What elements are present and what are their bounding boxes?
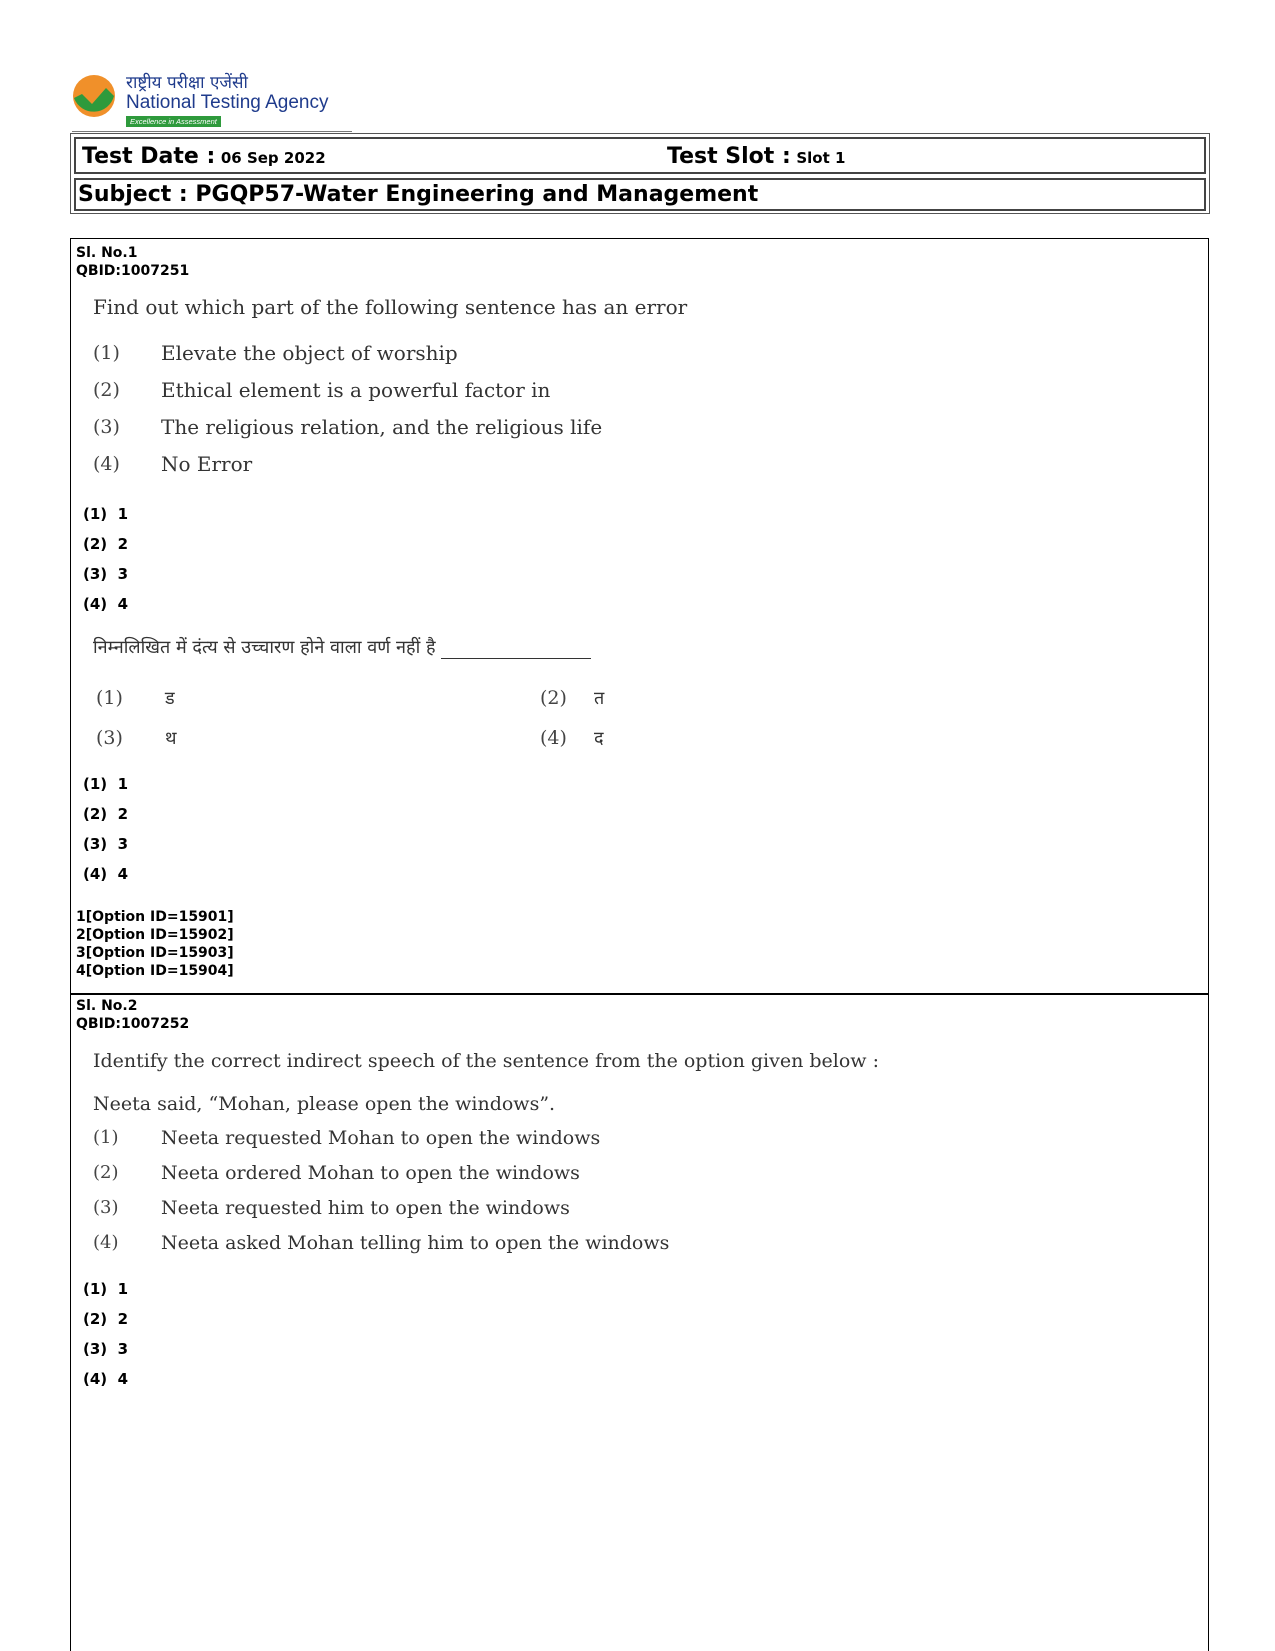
question-2-prompt: Identify the correct indirect speech of the sentence from the option given below : [93, 1050, 879, 1072]
option-id-list [76, 908, 234, 980]
option-id: 2[Option ID=15902] [76, 927, 234, 943]
question-2-meta [76, 997, 189, 1033]
option-number: (4) [540, 727, 567, 749]
logo-divider [72, 131, 352, 132]
answer-choice[interactable]: (4) 4 [83, 595, 129, 613]
option-text: Ethical element is a powerful factor in [161, 378, 551, 402]
logo-hindi-text: राष्ट्रीय परीक्षा एजेंसी [126, 73, 248, 93]
answer-choice[interactable]: (3) 3 [83, 1340, 129, 1358]
test-date-value: 06 Sep 2022 [220, 149, 326, 167]
option-id: 4[Option ID=15904] [76, 963, 234, 979]
exam-header [70, 133, 1210, 214]
nta-logo [72, 70, 372, 128]
answer-choice[interactable]: (4) 4 [83, 865, 129, 883]
test-date [82, 144, 326, 169]
option-text: Neeta requested Mohan to open the windows [161, 1127, 601, 1149]
answer-choice[interactable]: (2) 2 [83, 805, 129, 823]
option-number: (1) [93, 342, 120, 364]
logo-english-text: National Testing Agency [126, 92, 329, 113]
option-number: (2) [93, 1162, 119, 1183]
option-number: (1) [96, 687, 123, 709]
option-id: 1[Option ID=15901] [76, 909, 234, 925]
date-slot-row [74, 137, 1206, 174]
test-slot [667, 144, 845, 169]
option-text: द [594, 728, 604, 749]
test-slot-label: Test Slot : [667, 144, 791, 169]
option-number: (4) [93, 453, 120, 475]
question-2-statement: Neeta said, “Mohan, please open the windows”. [93, 1093, 556, 1115]
test-slot-value: Slot 1 [796, 149, 846, 167]
option-text: Neeta requested him to open the windows [161, 1197, 570, 1219]
answer-choice[interactable]: (4) 4 [83, 1370, 129, 1388]
question-1-hindi-prompt: निम्नलिखित में दंत्य से उच्चारण होने वाला वर्ण नहीं है [93, 635, 591, 659]
answer-choice[interactable]: (1) 1 [83, 775, 129, 793]
qbid: QBID:1007252 [76, 1016, 190, 1032]
question-frame [70, 238, 1209, 1651]
answer-choice[interactable]: (2) 2 [83, 535, 129, 553]
answer-choice[interactable]: (3) 3 [83, 565, 129, 583]
answer-choice[interactable]: (1) 1 [83, 505, 129, 523]
test-date-label: Test Date : [82, 144, 216, 169]
answer-choice[interactable]: (1) 1 [83, 1280, 129, 1298]
option-text: The religious relation, and the religious life [161, 415, 603, 439]
qbid: QBID:1007251 [76, 263, 190, 279]
checkmark-logo-icon [72, 74, 116, 118]
option-text: त [594, 688, 605, 709]
subject-title: Subject : PGQP57-Water Engineering and Management [78, 182, 759, 207]
option-text: No Error [161, 452, 253, 476]
answer-choice[interactable]: (3) 3 [83, 835, 129, 853]
fill-blank [441, 640, 591, 659]
option-number: (4) [93, 1232, 119, 1253]
question-1-meta [76, 244, 189, 280]
subject-row [74, 178, 1206, 211]
option-text: थ [165, 728, 177, 749]
sl-no: Sl. No.1 [76, 245, 138, 261]
question-divider [70, 993, 1209, 995]
option-number: (3) [93, 1197, 119, 1218]
option-number: (3) [93, 416, 120, 438]
question-1-prompt: Find out which part of the following sentence has an error [93, 295, 688, 319]
option-number: (1) [93, 1127, 119, 1148]
option-text: Neeta ordered Mohan to open the windows [161, 1162, 580, 1184]
option-id: 3[Option ID=15903] [76, 945, 234, 961]
option-number: (3) [96, 727, 123, 749]
logo-tagline: Excellence in Assessment [126, 116, 221, 127]
sl-no: Sl. No.2 [76, 998, 138, 1014]
option-number: (2) [93, 379, 120, 401]
option-text: ड [165, 688, 175, 709]
answer-choice[interactable]: (2) 2 [83, 1310, 129, 1328]
option-number: (2) [540, 687, 567, 709]
option-text: Elevate the object of worship [161, 341, 458, 365]
option-text: Neeta asked Mohan telling him to open the windows [161, 1232, 670, 1254]
